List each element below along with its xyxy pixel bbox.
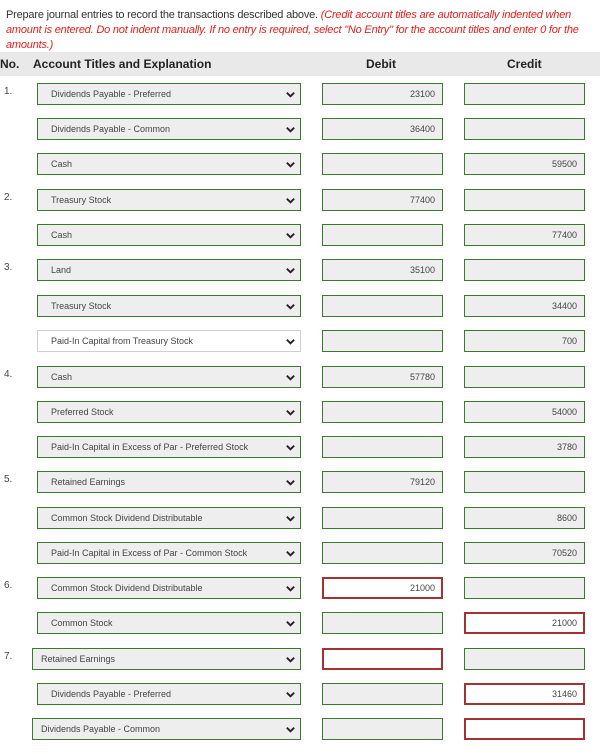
account-title-select[interactable]	[37, 295, 301, 317]
journal-row	[0, 471, 600, 495]
debit-input[interactable]: 35100	[322, 259, 443, 281]
account-title-select[interactable]	[37, 83, 301, 105]
journal-row	[0, 189, 600, 213]
credit-input[interactable]: 54000	[464, 401, 585, 423]
credit-input[interactable]: 3780	[464, 436, 585, 458]
journal-row	[0, 83, 600, 107]
debit-input[interactable]	[322, 612, 443, 634]
debit-input[interactable]	[322, 542, 443, 564]
debit-input[interactable]	[322, 295, 443, 317]
account-title-value: Treasury Stock	[51, 195, 112, 205]
chevron-down-icon	[285, 689, 296, 700]
entry-number: 3.	[4, 262, 13, 273]
credit-input[interactable]	[464, 471, 585, 493]
account-title-select[interactable]	[37, 507, 301, 529]
chevron-down-icon	[285, 301, 296, 312]
debit-input[interactable]: 57780	[322, 366, 443, 388]
account-title-value: Dividends Payable - Common	[51, 124, 171, 134]
journal-row	[0, 401, 600, 425]
journal-row	[0, 259, 600, 283]
account-title-value: Paid-In Capital from Treasury Stock	[51, 336, 194, 346]
debit-input[interactable]	[322, 436, 443, 458]
journal-row	[0, 507, 600, 531]
account-title-select[interactable]	[37, 471, 301, 493]
chevron-down-icon	[285, 124, 296, 135]
credit-input[interactable]: 34400	[464, 295, 585, 317]
header-debit: Debit	[366, 57, 396, 71]
account-title-value: Retained Earnings	[41, 654, 116, 664]
journal-row	[0, 612, 600, 636]
account-title-value: Land	[51, 265, 72, 275]
debit-input[interactable]	[322, 648, 443, 670]
account-title-select[interactable]	[37, 577, 301, 599]
debit-input[interactable]	[322, 153, 443, 175]
journal-row	[0, 683, 600, 707]
chevron-down-icon	[285, 159, 296, 170]
entry-number: 2.	[4, 192, 13, 203]
header-account: Account Titles and Explanation	[33, 57, 212, 71]
chevron-down-icon	[285, 442, 296, 453]
chevron-down-icon	[285, 724, 296, 735]
entry-number: 7.	[4, 651, 13, 662]
credit-input[interactable]	[464, 718, 585, 740]
account-title-value: Dividends Payable - Common	[41, 724, 161, 734]
debit-input[interactable]	[322, 330, 443, 352]
credit-input[interactable]	[464, 577, 585, 599]
credit-input[interactable]: 59500	[464, 153, 585, 175]
credit-input[interactable]: 31460	[464, 683, 585, 705]
account-title-value: Preferred Stock	[51, 407, 114, 417]
journal-row	[0, 436, 600, 460]
header-no: No.	[0, 57, 20, 71]
header-credit: Credit	[507, 57, 542, 71]
chevron-down-icon	[285, 372, 296, 383]
credit-input[interactable]	[464, 648, 585, 670]
journal-row	[0, 648, 600, 672]
account-title-select[interactable]	[37, 330, 301, 352]
debit-input[interactable]: 79120	[322, 471, 443, 493]
credit-input[interactable]: 21000	[464, 612, 585, 634]
credit-input[interactable]	[464, 189, 585, 211]
account-title-select[interactable]	[37, 189, 301, 211]
journal-row	[0, 330, 600, 354]
entry-number: 6.	[4, 580, 13, 591]
account-title-value: Treasury Stock	[51, 301, 112, 311]
debit-input[interactable]: 21000	[322, 577, 443, 599]
table-header	[0, 52, 600, 76]
journal-row	[0, 153, 600, 177]
credit-input[interactable]	[464, 118, 585, 140]
credit-input[interactable]: 8600	[464, 507, 585, 529]
credit-input[interactable]	[464, 366, 585, 388]
account-title-select[interactable]	[37, 259, 301, 281]
account-title-value: Cash	[51, 372, 73, 382]
chevron-down-icon	[285, 513, 296, 524]
account-title-value: Dividends Payable - Preferred	[51, 89, 172, 99]
debit-input[interactable]	[322, 683, 443, 705]
account-title-select[interactable]	[37, 612, 301, 634]
debit-input[interactable]	[322, 507, 443, 529]
credit-input[interactable]: 70520	[464, 542, 585, 564]
entry-number: 5.	[4, 474, 13, 485]
account-title-value: Dividends Payable - Preferred	[51, 689, 172, 699]
account-title-value: Retained Earnings	[51, 477, 126, 487]
debit-input[interactable]	[322, 224, 443, 246]
credit-input[interactable]: 700	[464, 330, 585, 352]
debit-input[interactable]: 77400	[322, 189, 443, 211]
account-title-value: Common Stock Dividend Distributable	[51, 513, 203, 523]
account-title-select[interactable]	[37, 366, 301, 388]
account-title-select[interactable]	[37, 683, 301, 705]
journal-row	[0, 577, 600, 601]
credit-input[interactable]: 77400	[464, 224, 585, 246]
journal-row	[0, 295, 600, 319]
instructions-note: (Credit account titles are automatically indented when amount is entered. Do not indent manually. If no entry is required, select "No Entry" for the account titles and enter 0 for the amounts.)	[6, 9, 579, 51]
account-title-select[interactable]	[37, 118, 301, 140]
chevron-down-icon	[285, 583, 296, 594]
chevron-down-icon	[285, 407, 296, 418]
journal-row	[0, 542, 600, 566]
account-title-value: Common Stock	[51, 618, 113, 628]
account-title-value: Paid-In Capital in Excess of Par - Common Stock	[51, 548, 248, 558]
account-title-select[interactable]	[32, 648, 301, 670]
entry-number: 4.	[4, 369, 13, 380]
debit-input[interactable]: 23100	[322, 83, 443, 105]
entry-number: 1.	[4, 86, 13, 97]
account-title-value: Paid-In Capital in Excess of Par - Preferred Stock	[51, 442, 249, 452]
chevron-down-icon	[285, 230, 296, 241]
account-title-value: Cash	[51, 159, 73, 169]
instructions-text: Prepare journal entries to record the transactions described above.	[6, 9, 318, 21]
journal-row	[0, 118, 600, 142]
account-title-select[interactable]	[37, 224, 301, 246]
chevron-down-icon	[285, 195, 296, 206]
journal-row	[0, 366, 600, 390]
debit-input[interactable]	[322, 718, 443, 740]
credit-input[interactable]	[464, 259, 585, 281]
account-title-value: Cash	[51, 230, 73, 240]
account-title-select[interactable]	[37, 436, 301, 458]
account-title-select[interactable]	[37, 542, 301, 564]
journal-row	[0, 224, 600, 248]
account-title-select[interactable]	[32, 718, 301, 740]
chevron-down-icon	[285, 89, 296, 100]
debit-input[interactable]	[322, 401, 443, 423]
debit-input[interactable]: 36400	[322, 118, 443, 140]
journal-row	[0, 718, 600, 742]
chevron-down-icon	[285, 477, 296, 488]
credit-input[interactable]	[464, 83, 585, 105]
account-title-select[interactable]	[37, 153, 301, 175]
chevron-down-icon	[285, 265, 296, 276]
chevron-down-icon	[285, 336, 296, 347]
chevron-down-icon	[285, 618, 296, 629]
account-title-value: Common Stock Dividend Distributable	[51, 583, 203, 593]
instructions	[6, 8, 594, 53]
chevron-down-icon	[285, 654, 296, 665]
chevron-down-icon	[285, 548, 296, 559]
account-title-select[interactable]	[37, 401, 301, 423]
